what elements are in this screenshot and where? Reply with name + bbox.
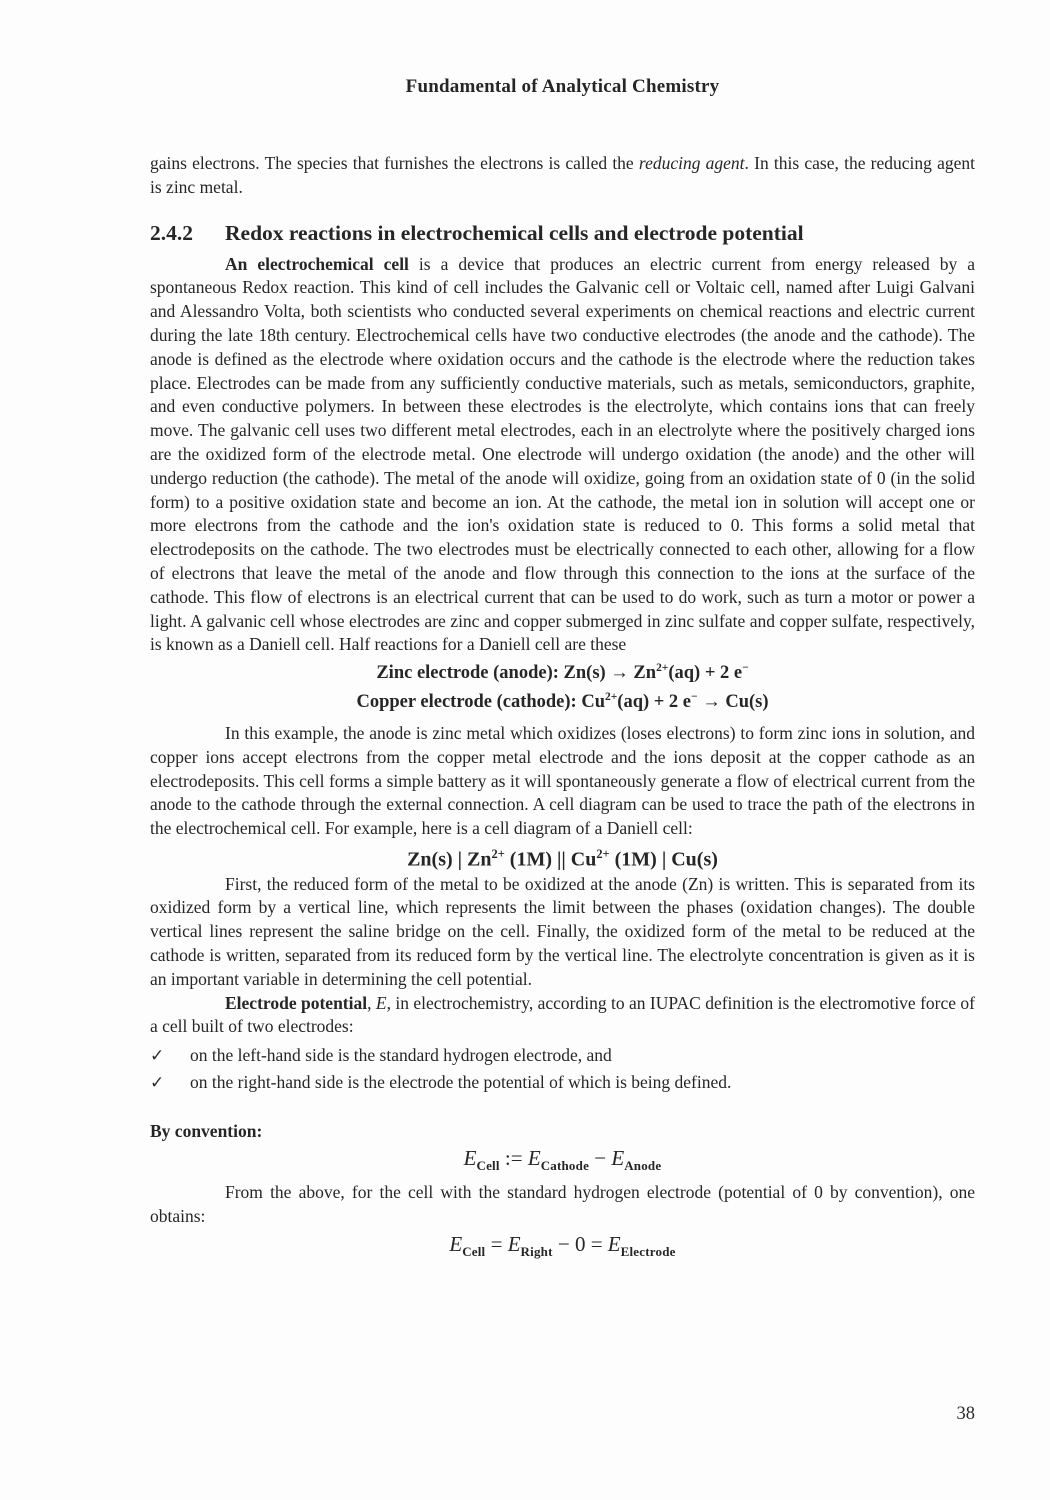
paragraph-cell-diagram-explanation: First, the reduced form of the metal to be oxidized at the anode (Zn) is written. This is separated from its oxidized form by a vertical line, which represents the limit between the phases (oxidation changes). The double vertical lines represent the saline bridge on the cell. Finally, the oxidized form of the metal to be reduced at the cathode is written, separated from its reduced form by the vertical line. The electrolyte concentration is given as it is an important variable in determining the cell potential. bbox=[150, 873, 975, 989]
section-title: Redox reactions in electrochemical cells and electrode potential bbox=[225, 220, 804, 245]
list-item-text: on the left-hand side is the standard hydrogen electrode, and bbox=[190, 1045, 612, 1066]
by-convention-label: By convention: bbox=[150, 1121, 263, 1142]
paragraph-from-above: From the above, for the cell with the standard hydrogen electrode (potential of 0 by convention), one obtains: bbox=[150, 1182, 975, 1227]
list-item-text: on the right-hand side is the electrode the potential of which is being defined. bbox=[190, 1072, 732, 1093]
paragraph-electrochemical-cell: An electrochemical cell is a device that produces an electric current from energy released by a spontaneous Redox reaction. This kind of cell includes the Galvanic cell or Voltaic cell, named after Luigi Galvani and Alessandro Volta, both scientists who conducted several experiments on chemical reactions and electric current during the late 18th century. Electrochemical cells have two conductive electrodes (the anode and the cathode). The anode is defined as the electrode where oxidation occurs and the cathode is the electrode where the reduction takes place. Electrodes can be made from any sufficiently conductive materials, such as metals, semiconductors, graphite, and even conductive polymers. In between these electrodes is the electrolyte, which contains ions that can freely move. The galvanic cell uses two different metal electrodes, each in an electrolyte where the positively charged ions are the oxidized form of the electrode metal. One electrode will undergo oxidation (the anode) and the other will undergo reduction (the cathode). The metal of the anode will oxidize, going from an oxidation state of 0 (in the solid form) to a positive oxidation state and become an ion. At the cathode, the metal ion in solution will accept one or more electrons from the cathode and the ion's oxidation state is reduced to 0. This forms a solid metal that electrodeposits on the cathode. The two electrodes must be electrically connected to each other, allowing for a flow of electrons that leave the metal of the anode and flow through this connection to the ions at the surface of the cathode. This flow of electrons is an electrical current that can be used to do work, such as turn a motor or power a light. A galvanic cell whose electrodes are zinc and copper submerged in zinc sulfate and copper sulfate, respectively, is known as a Daniell cell. Half reactions for a Daniell cell are these bbox=[150, 253, 975, 655]
electrode-checklist bbox=[150, 1042, 975, 1096]
section-number: 2.4.2 bbox=[150, 220, 193, 245]
formula-ecell-electrode: $E_{Cell} = E_{Right} - 0 = E_{Electrode}$ bbox=[449, 1232, 676, 1260]
half-reaction-zinc-anode: Zinc electrode (anode): $Zn(s) \to Zn^{2+}(aq) + 2$ e− bbox=[376, 662, 749, 684]
checkmark-icon: ✓ bbox=[150, 1046, 165, 1066]
page-number: 38 bbox=[956, 1404, 975, 1424]
list-item bbox=[150, 1069, 975, 1096]
half-reaction-copper-cathode: Copper electrode (cathode): $Cu^{2+}(aq) + 2$ e− → Cu(s) bbox=[356, 691, 769, 713]
cell-diagram-notation: Zn(s) | $Zn^{2+}$ (1M) || $Cu^{2+}$ (1M) | Cu(s) bbox=[407, 847, 718, 871]
list-item bbox=[150, 1042, 975, 1069]
formula-ecell-definition: $E_{Cell}$ := $E_{Cathode} - E_{Anode}$ bbox=[463, 1146, 662, 1174]
paragraph-daniell-example: In this example, the anode is zinc metal which oxidizes (loses electrons) to form zinc ions in solution, and copper ions accept electrons from the copper metal electrode and the ions deposit at the copper cathode as an electrodeposits. This cell forms a simple battery as it will spontaneously generate a flow of electrical current from the anode to the cathode through the external connection. A cell diagram can be used to trace the path of the electrons in the electrochemical cell. For example, here is a cell diagram of a Daniell cell: bbox=[150, 723, 975, 839]
running-head: Fundamental of Analytical Chemistry bbox=[405, 76, 720, 97]
section-heading bbox=[150, 221, 975, 246]
checkmark-icon: ✓ bbox=[150, 1073, 165, 1093]
paragraph-intro: gains electrons. The species that furnishes the electrons is called the reducing agent. In this case, the reducing agent is zinc metal. bbox=[150, 153, 975, 197]
paragraph-electrode-potential: Electrode potential, E, in electrochemistry, according to an IUPAC definition is the electromotive force of a cell built of two electrodes: bbox=[150, 992, 976, 1037]
